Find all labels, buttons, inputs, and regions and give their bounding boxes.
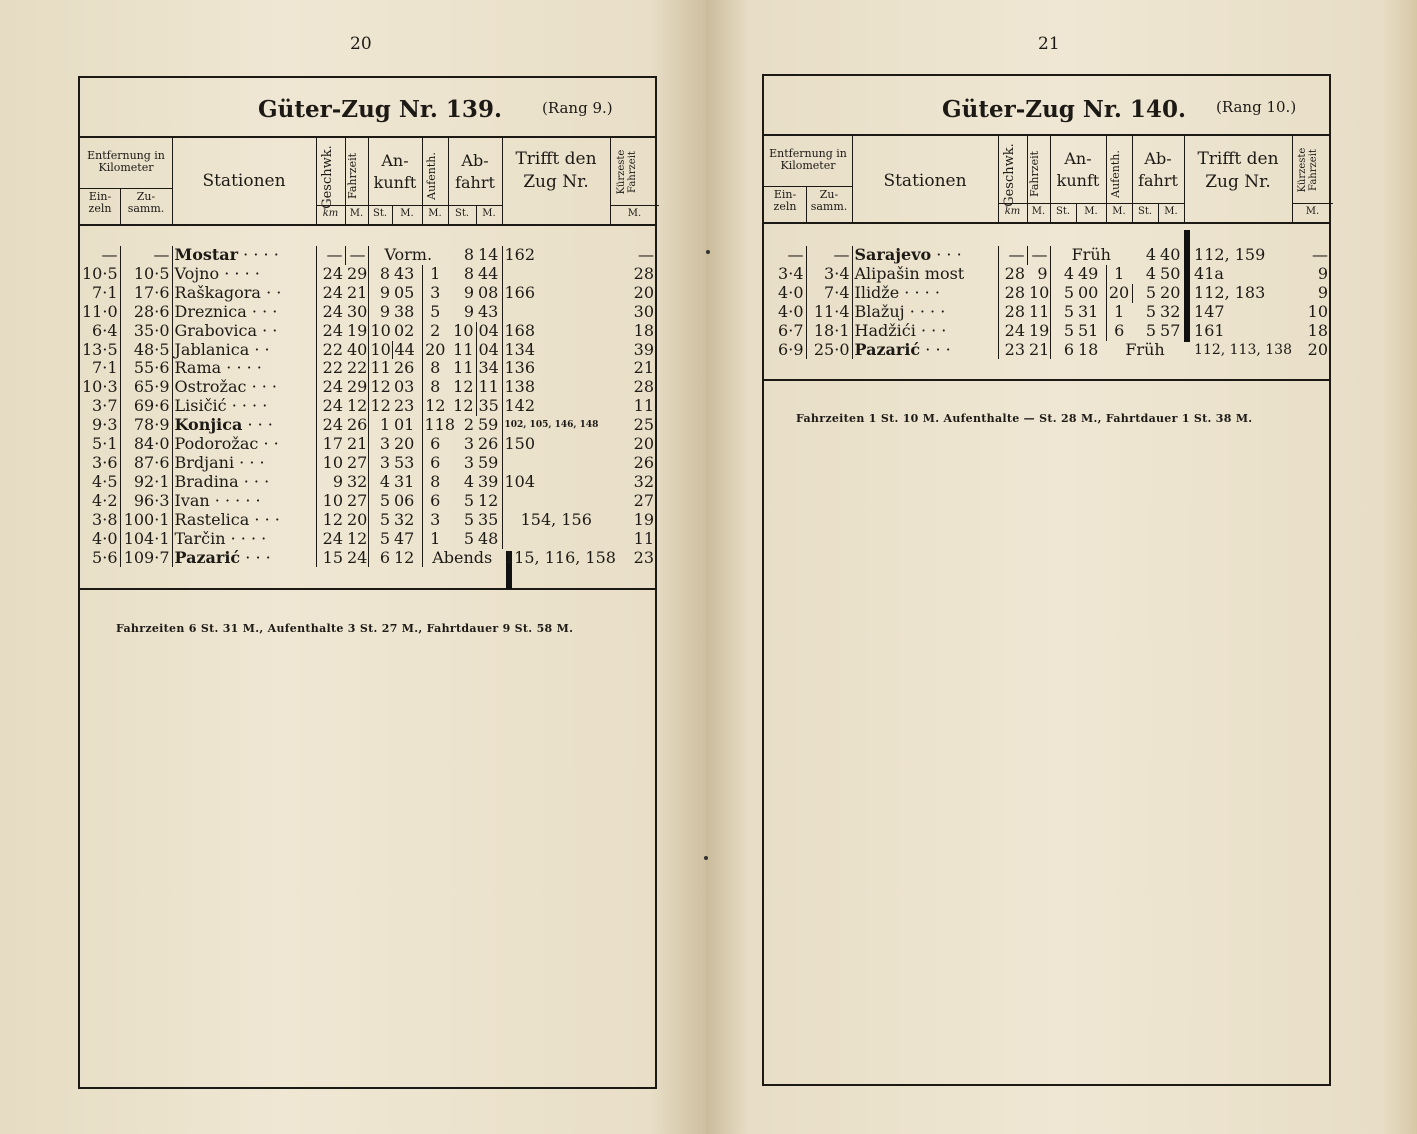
header-shortest-time: Kürzeste Fahrzeit xyxy=(616,149,638,195)
footer-summary-left: Fahrzeiten 6 St. 31 M., Aufenthalte 3 St. 27 M., Fahrtdauer 9 St. 58 M. xyxy=(116,622,574,635)
header-single: Ein-zeln xyxy=(88,190,112,216)
table-row: 4·5 92·1 Bradina · · · 9 32 4 31 8 4 39 104 32 xyxy=(80,473,656,492)
timetable-left xyxy=(80,246,657,567)
header-departure: Ab-fahrt xyxy=(1138,149,1178,191)
train-title: Güter-Zug Nr. 140. xyxy=(942,96,1186,123)
page-number-right: 21 xyxy=(1038,34,1060,54)
footer-summary-right: Fahrzeiten 1 St. 10 M. Aufenthalte — St. 28 M., Fahrtdauer 1 St. 38 M. xyxy=(796,412,1253,425)
table-row: — — Sarajevo · · · — — Früh 4 40 112, 159 — xyxy=(764,246,1330,265)
table-row: 7·1 55·6 Rama · · · · 22 22 11 26 8 11 34 136 21 xyxy=(80,359,656,378)
header-speed: Geschwk. xyxy=(320,145,335,209)
header-stations: Stationen xyxy=(883,171,967,191)
table-row: 5·1 84·0 Podorožac · · 17 21 3 20 6 3 26 150 20 xyxy=(80,435,656,454)
spine-speck xyxy=(706,250,710,254)
table-row: 3·6 87·6 Brdjani · · · 10 27 3 53 6 3 59 26 xyxy=(80,454,656,473)
table-row: 7·1 17·6 Raškagora · · 24 21 9 05 3 9 08 166 20 xyxy=(80,284,656,303)
header-total: Zu-samm. xyxy=(810,188,848,214)
timetable-frame-right: Güter-Zug Nr. 140. (Rang 10.) Entfernung in Kilometer Ein-zeln Zu-samm. Stationen Geschwk. Fahrzeit An-kunft Aufenth. Ab-fahrt Trifft den Zug Nr. Kürzeste Fahrzeit km M. St. M. M. St. M. M. — — Sarajevo · · · — — Früh 4 40 112, 159 — 3·4 3·4 Alipašin most 28 9 4 49 1 4 50 41a 9 4·0 7·4 Ilidže · · · · 28 10 5 00 20 5 20 112, 183 9 4·0 11·4 Blažuj · · · · 28 11 5 31 1 5 32 147 10 6·7 18·1 Hadžići · · · 24 19 5 51 6 5 57 161 18 6·9 25·0 Pazarić · · · 23 21 6 18 Früh 112, 113, 138 20 Fahrzeiten 1 St. 10 M. Aufenthalte — St. 28 M., Fahrtdauer 1 St. 38 M. xyxy=(762,74,1331,1086)
table-row: 3·7 69·6 Lisičić · · · · 24 12 12 23 12 12 35 142 11 xyxy=(80,397,656,416)
header-departure: Ab-fahrt xyxy=(455,151,495,193)
header-meets-train: Trifft den Zug Nr. xyxy=(515,149,597,192)
header-distance: Entfernung in Kilometer xyxy=(87,149,165,175)
spine-speck xyxy=(704,856,708,860)
page-number-left: 20 xyxy=(350,34,372,54)
train-rank: (Rang 10.) xyxy=(1216,98,1297,116)
header-arrival: An-kunft xyxy=(1056,149,1100,191)
table-row: 9·3 78·9 Konjica · · · 24 26 1 01 118 2 59 102, 105, 146, 148 25 xyxy=(80,416,656,435)
right-page xyxy=(706,0,1417,1134)
table-row: 3·4 3·4 Alipašin most 28 9 4 49 1 4 50 41a 9 xyxy=(764,265,1330,284)
header-single: Ein-zeln xyxy=(773,188,797,214)
train-title: Güter-Zug Nr. 139. xyxy=(258,96,502,123)
header-stop: Aufenth. xyxy=(425,152,438,200)
table-row: 4·2 96·3 Ivan · · · · · 10 27 5 06 6 5 12 27 xyxy=(80,492,656,511)
table-row: 4·0 7·4 Ilidže · · · · 28 10 5 00 20 5 20 112, 183 9 xyxy=(764,284,1330,303)
header-distance: Entfernung in Kilometer xyxy=(769,147,847,173)
table-row: 6·4 35·0 Grabovica · · 24 19 10 02 2 10 04 168 18 xyxy=(80,322,656,341)
table-row: 5·6 109·7 Pazarić · · · 15 24 6 12 Abends 115, 116, 158 23 xyxy=(80,549,656,568)
header-travel-time: Fahrzeit xyxy=(346,152,359,200)
train-rank: (Rang 9.) xyxy=(542,99,613,117)
table-row: 4·0 11·4 Blažuj · · · · 28 11 5 31 1 5 32 147 10 xyxy=(764,303,1330,322)
table-row: 6·7 18·1 Hadžići · · · 24 19 5 51 6 5 57 161 18 xyxy=(764,322,1330,341)
table-row: — — Mostar · · · · — — Vorm. 8 14 162 — xyxy=(80,246,656,265)
header-speed: Geschwk. xyxy=(1002,143,1017,207)
header-shortest-time: Kürzeste Fahrzeit xyxy=(1297,147,1319,193)
header-stop: Aufenth. xyxy=(1109,150,1122,198)
timetable-frame-left: Güter-Zug Nr. 139. (Rang 9.) Entfernung in Kilometer Ein-zeln Zu-samm. Stationen Geschwk. Fahrzeit An-kunft Aufenth. Ab-fahrt Trifft den Zug Nr. Kürzeste Fahrzeit km M. St. M. M. St. M. M. — — Mostar · · · · — — Vorm. 8 14 162 — 10·5 10·5 Vojno · · · · 24 29 8 43 1 8 44 28 7·1 17·6 Raškagora · · 24 21 9 05 3 9 08 166 20 11·0 28·6 Dreznica · · · 24 30 9 38 5 9 43 30 6·4 35·0 Grabovica · · 24 19 10 02 2 10 04 168 18 13·5 48·5 Jablanica · · 22 40 10 44 20 11 04 134 39 7·1 55·6 Rama · · · · 22 22 11 26 8 11 34 136 21 10·3 65·9 Ostrožac · · · 24 29 12 03 8 12 11 138 28 3·7 69·6 Lisičić · · · · 24 12 12 23 12 12 35 142 11 9·3 78·9 Konjica · · · 24 26 1 01 118 2 59 102, 105, 146, 148 25 5·1 84·0 Podorožac · · 17 21 3 20 6 3 26 150 20 3·6 87·6 Brdjani · · · 10 27 3 53 6 3 59 26 4·5 92·1 Bradina · · · 9 32 4 31 8 4 39 104 32 4·2 96·3 Ivan · · · · · 10 27 5 06 6 5 12 27 3·8 100·1 Rastelica · · · 12 20 5 32 3 5 35 154, 156 19 4·0 104·1 Tarčin · · · · 24 12 5 47 1 5 48 11 5·6 109·7 Pazarić · · · 15 24 6 12 Abends 115, 116, 158 23 Fahrzeiten 6 St. 31 M., Aufenthalte 3 St. 27 M., Fahrtdauer 9 St. 58 M. xyxy=(78,76,657,1089)
table-row: 10·3 65·9 Ostrožac · · · 24 29 12 03 8 12 11 138 28 xyxy=(82,377,654,397)
table-row: 11·0 28·6 Dreznica · · · 24 30 9 38 5 9 43 30 xyxy=(82,301,654,321)
header-arrival: An-kunft xyxy=(373,151,417,193)
table-row: 4·0 104·1 Tarčin · · · · 24 12 5 47 1 5 48 11 xyxy=(80,530,656,549)
table-row: 10·5 10·5 Vojno · · · · 24 29 8 43 1 8 44 28 xyxy=(82,263,654,283)
left-page xyxy=(0,0,706,1134)
timetable-right xyxy=(764,246,1331,359)
table-row: 6·9 25·0 Pazarić · · · 23 21 6 18 Früh 112, 113, 138 20 xyxy=(764,341,1330,360)
table-row: 13·5 48·5 Jablanica · · 22 40 10 44 20 11 04 134 39 xyxy=(82,339,654,359)
header-total: Zu-samm. xyxy=(127,190,165,216)
header-meets-train: Trifft den Zug Nr. xyxy=(1197,149,1279,192)
header-travel-time: Fahrzeit xyxy=(1028,150,1041,198)
table-row: 3·8 100·1 Rastelica · · · 12 20 5 32 3 5 35 154, 156 19 xyxy=(80,511,656,530)
header-stations: Stationen xyxy=(202,171,286,191)
